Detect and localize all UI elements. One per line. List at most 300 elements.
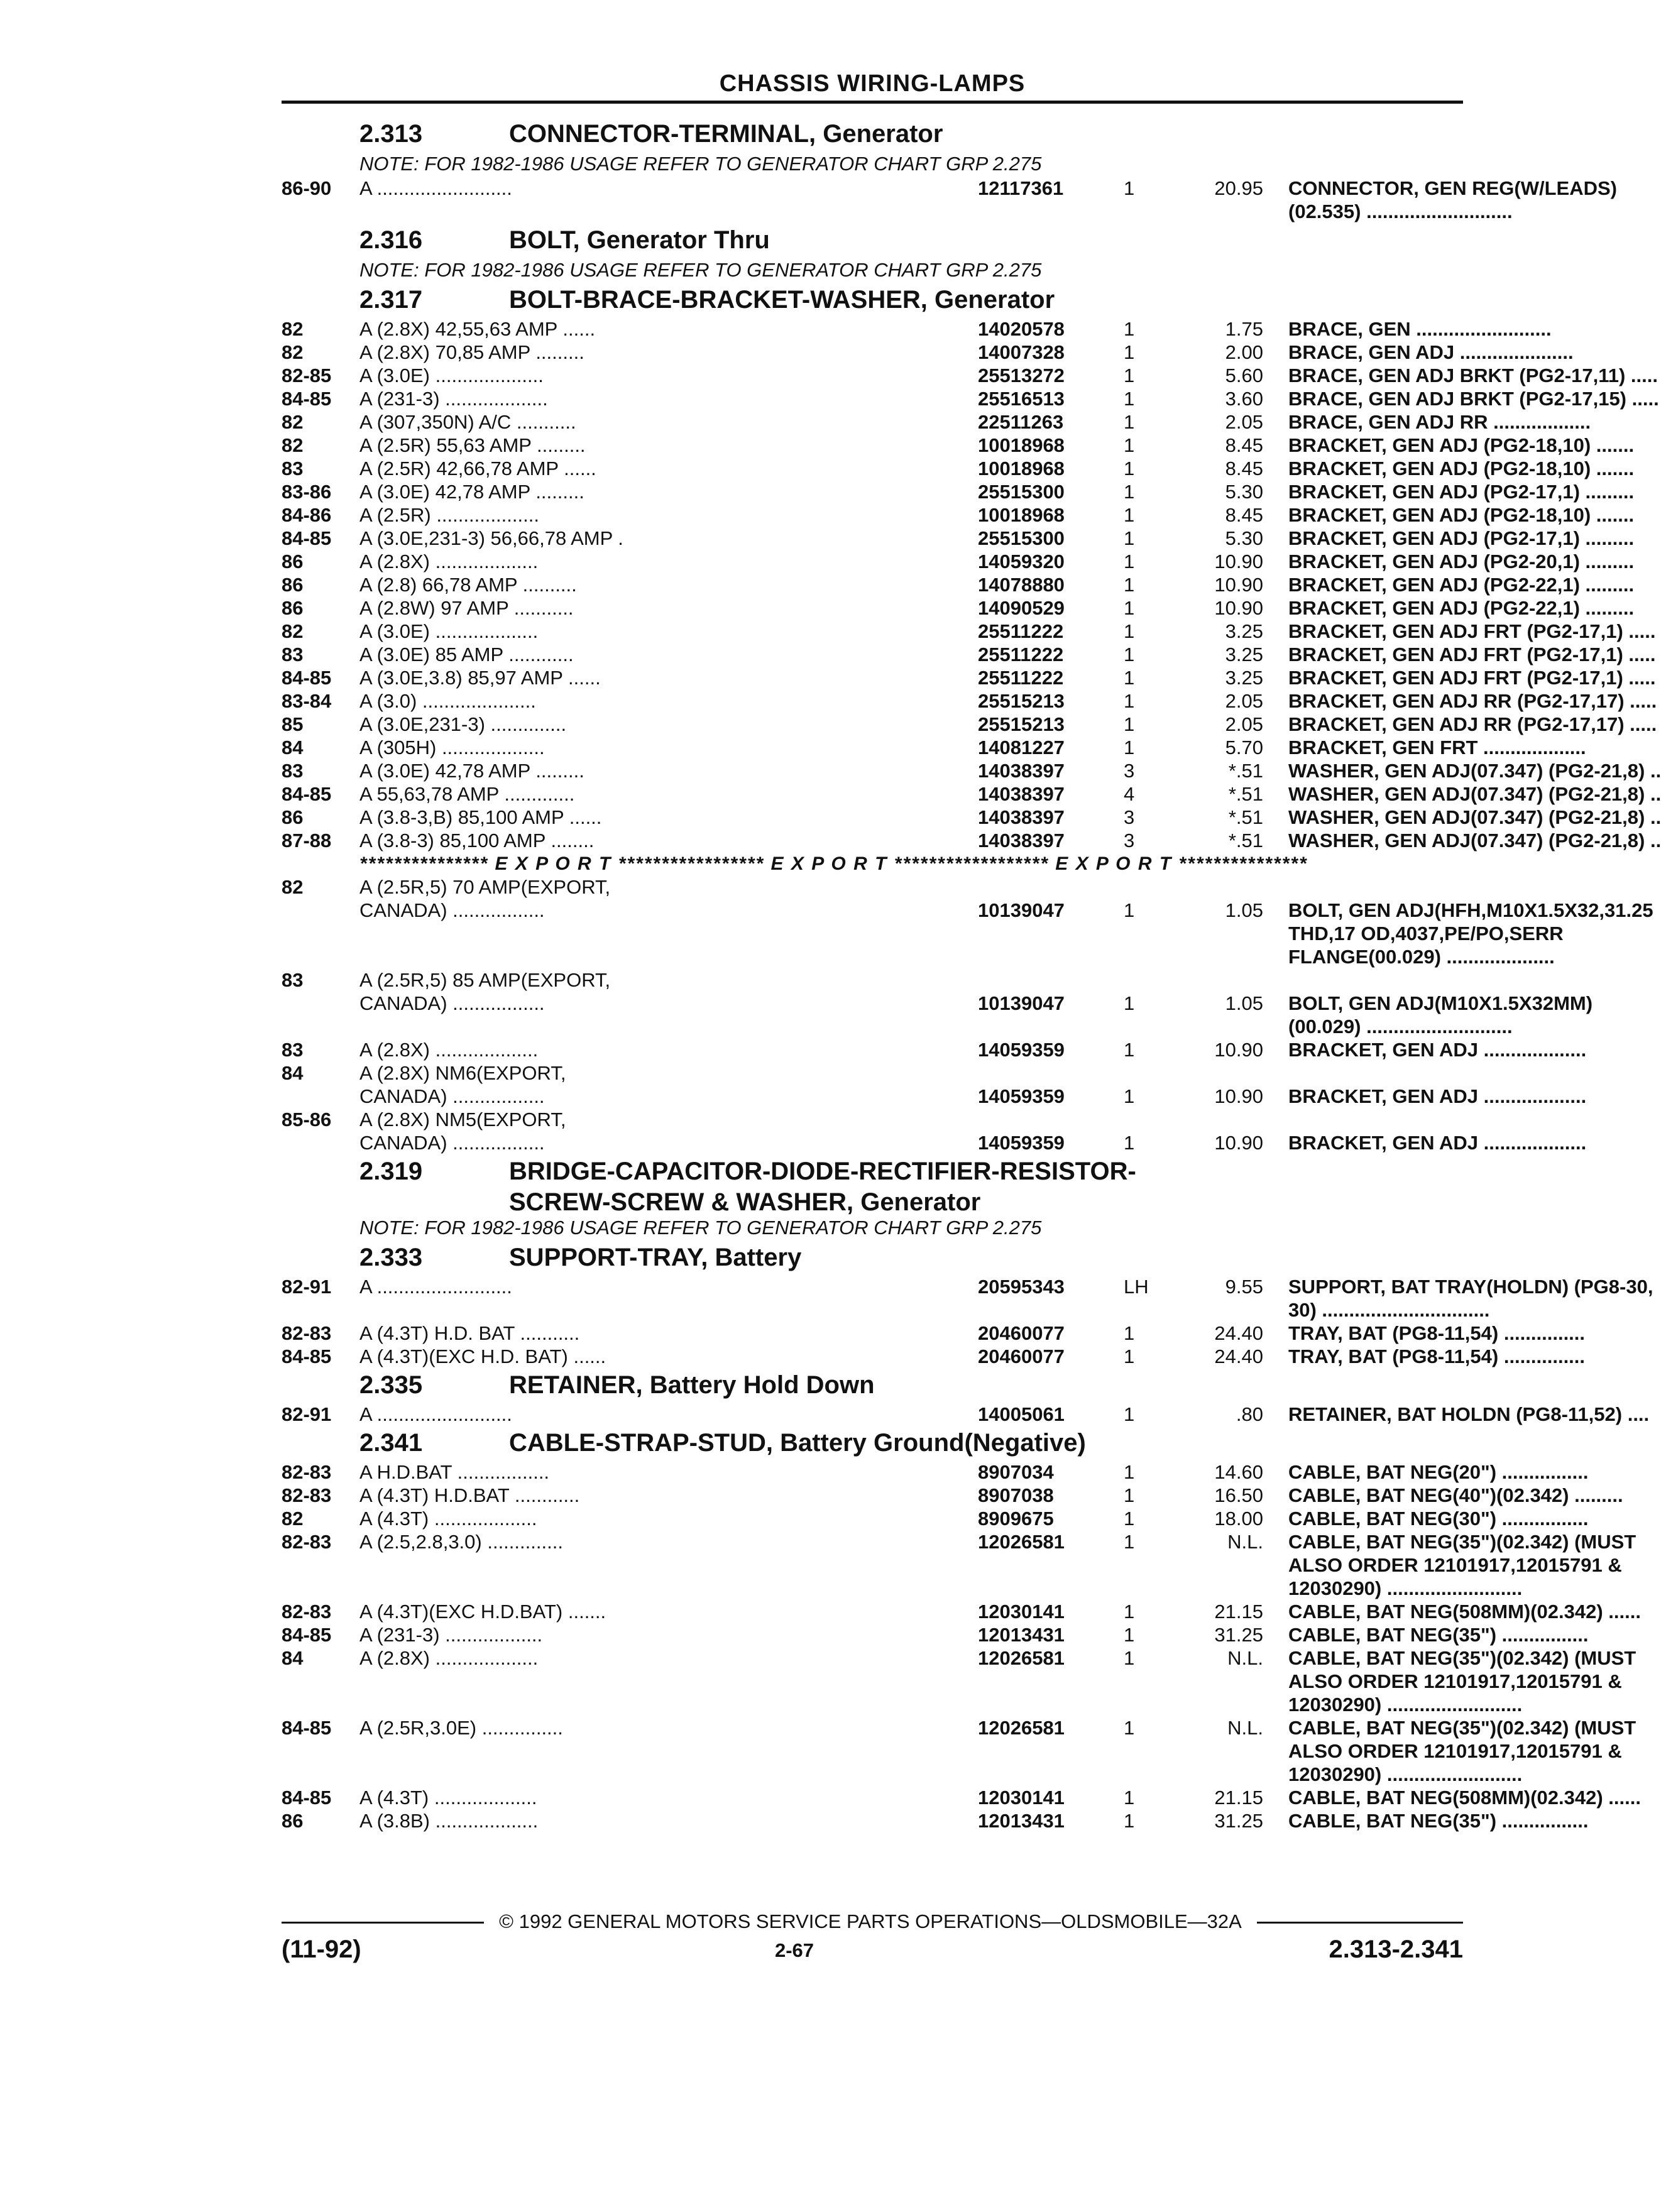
part-number: 14038397 [978,760,1065,782]
footer-section-range: 2.313-2.341 [1329,1936,1463,1963]
model-years: 86 [282,806,304,828]
model-years: 82 [282,876,304,898]
part-number: 10018968 [978,504,1065,526]
quantity: 1 [1124,177,1135,199]
model-years: 82 [282,1508,304,1530]
model-years: 84-85 [282,1717,332,1739]
part-row [282,968,1463,992]
section-heading [282,1368,1463,1403]
part-description: CABLE, BAT NEG(35") ................ [1288,1810,1589,1832]
price: 8.45 [1225,504,1263,526]
part-number: 22511263 [978,411,1064,433]
quantity: 1 [1124,1322,1135,1344]
part-description: BRACKET, GEN ADJ FRT (PG2-17,1) ..... [1288,643,1656,665]
part-number: 10018968 [978,434,1065,456]
quantity: 1 [1124,597,1135,619]
quantity: 1 [1124,736,1135,758]
quantity: 1 [1124,1039,1135,1061]
price: 10.90 [1214,1085,1263,1107]
part-number: 12117361 [978,177,1064,199]
part-description: BOLT, GEN ADJ(HFH,M10X1.5X32,31.25 [1288,899,1653,921]
quantity: 3 [1124,830,1135,851]
part-row [282,875,1463,899]
part-description: ALSO ORDER 12101917,12015791 & [1288,1554,1622,1576]
part-row [282,806,1661,829]
part-row [282,899,1653,922]
section-title: BRIDGE-CAPACITOR-DIODE-RECTIFIER-RESISTOR- [509,1158,1136,1185]
model-years: 84-85 [282,1345,332,1367]
quantity: 1 [1124,504,1135,526]
price: 21.15 [1214,1787,1263,1809]
application-description: A (4.3T)(EXC H.D.BAT) ....... [359,1601,606,1623]
price: 5.70 [1225,736,1263,758]
quantity: 1 [1124,1484,1135,1506]
part-description: BOLT, GEN ADJ(M10X1.5X32MM) [1288,992,1593,1014]
price: *.51 [1228,760,1263,782]
section-title: BOLT-BRACE-BRACKET-WASHER, Generator [509,286,1055,314]
part-row [282,689,1657,713]
application-description: A (4.3T)(EXC H.D. BAT) ...... [359,1345,606,1367]
footer-rule-right [1257,1922,1463,1924]
part-row [282,782,1661,806]
part-row [282,527,1635,550]
section-heading [282,1189,1463,1215]
footer-rule-left [282,1922,484,1924]
price: 2.05 [1225,411,1263,433]
application-description: A ......................... [359,1403,512,1425]
usage-note [282,1215,1463,1240]
quantity: 1 [1124,690,1135,712]
part-row [282,1553,1622,1577]
application-description: A (2.8X) 42,55,63 AMP ...... [359,318,596,340]
part-number: 25515213 [978,713,1065,735]
part-row [282,1322,1586,1345]
part-description: BRACE, GEN ADJ BRKT (PG2-17,11) ..... [1288,364,1658,386]
part-description: BRACKET, GEN ADJ ................... [1288,1085,1587,1107]
quantity: 1 [1124,481,1135,503]
part-number: 20460077 [978,1322,1065,1344]
quantity: 1 [1124,1508,1135,1530]
note-text: NOTE: FOR 1982-1986 USAGE REFER TO GENERATOR CHART GRP 2.275 [359,259,1042,281]
application-description: A (2.5R) 55,63 AMP ......... [359,434,586,456]
part-description: ALSO ORDER 12101917,12015791 & [1288,1670,1622,1692]
section-heading [282,283,1463,317]
part-row [282,1623,1589,1646]
price: 1.05 [1225,899,1263,921]
part-row [282,200,1513,223]
application-description: A (4.3T) ................... [359,1787,537,1809]
part-row [282,1108,1463,1131]
part-description: CONNECTOR, GEN REG(W/LEADS) [1288,177,1617,199]
note-text: NOTE: FOR 1982-1986 USAGE REFER TO GENERATOR CHART GRP 2.275 [359,153,1042,175]
part-row [282,341,1574,364]
price: 31.25 [1214,1810,1263,1832]
quantity: 1 [1124,1717,1135,1739]
section-heading [282,117,1463,151]
part-description: 30) ............................... [1288,1299,1490,1321]
part-description: TRAY, BAT (PG8-11,54) ............... [1288,1322,1586,1344]
part-row [282,1693,1523,1716]
application-description: A (2.5,2.8,3.0) .............. [359,1531,563,1553]
model-years: 82-91 [282,1403,332,1425]
part-number: 14038397 [978,830,1065,851]
part-description: BRACKET, GEN ADJ (PG2-22,1) ......... [1288,574,1635,596]
quantity: 1 [1124,1345,1135,1367]
quantity: 1 [1124,318,1135,340]
part-row [282,550,1635,573]
part-description: BRACE, GEN ......................... [1288,318,1552,340]
part-row [282,620,1656,643]
application-description: A (3.0E,3.8) 85,97 AMP ...... [359,667,601,689]
price: N.L. [1227,1647,1263,1669]
page-header-title: CHASSIS WIRING-LAMPS [719,70,1026,97]
price: N.L. [1227,1531,1263,1553]
section-title: CONNECTOR-TERMINAL, Generator [509,120,943,148]
price: 1.05 [1225,992,1263,1014]
model-years: 83 [282,643,304,665]
quantity: 1 [1124,1810,1135,1832]
price: 3.25 [1225,620,1263,642]
note-text: NOTE: FOR 1982-1986 USAGE REFER TO GENERATOR CHART GRP 2.275 [359,1217,1042,1239]
application-description: A (2.8X) ................... [359,1039,539,1061]
part-row [282,1015,1513,1038]
section-title: SCREW-SCREW & WASHER, Generator [509,1188,981,1216]
application-description: CANADA) ................. [359,899,545,921]
application-description: A (305H) ................... [359,736,545,758]
price: 3.25 [1225,643,1263,665]
price: 1.75 [1225,318,1263,340]
model-years: 86 [282,1810,304,1832]
application-description: A 55,63,78 AMP ............. [359,783,575,805]
application-description: A (2.5R) ................... [359,504,539,526]
part-number: 20595343 [978,1276,1065,1298]
price: 5.60 [1225,364,1263,386]
model-years: 82 [282,318,304,340]
quantity: 1 [1124,667,1135,689]
application-description: A (3.0E) 42,78 AMP ......... [359,760,584,782]
quantity: 1 [1124,457,1135,479]
part-row [282,1600,1641,1623]
part-number: 14059359 [978,1085,1065,1107]
part-number: 12026581 [978,1717,1065,1739]
model-years: 82-83 [282,1601,332,1623]
part-number: 14007328 [978,341,1065,363]
part-description: BRACKET, GEN ADJ (PG2-22,1) ......... [1288,597,1635,619]
part-row [282,1484,1623,1507]
model-years: 83-84 [282,690,332,712]
part-row [282,1786,1641,1809]
application-description: A (2.5R,3.0E) ............... [359,1717,563,1739]
part-number: 25515300 [978,481,1065,503]
quantity: 1 [1124,713,1135,735]
part-number: 12013431 [978,1810,1065,1832]
quantity: 3 [1124,760,1135,782]
application-description: A (2.8X) NM5(EXPORT, [359,1109,566,1131]
part-row [282,1763,1523,1786]
quantity: 1 [1124,992,1135,1014]
price: 10.90 [1214,550,1263,572]
model-years: 84 [282,1062,304,1084]
quantity: 1 [1124,1461,1135,1483]
model-years: 84-85 [282,388,332,410]
part-row [282,829,1661,852]
quantity: 1 [1124,1787,1135,1809]
model-years: 83 [282,1039,304,1061]
section-number: 2.317 [359,286,423,314]
part-row [282,317,1552,341]
part-description: ALSO ORDER 12101917,12015791 & [1288,1740,1622,1762]
part-row [282,177,1617,200]
part-number: 12026581 [978,1531,1065,1553]
part-description: 12030290) ......................... [1288,1694,1523,1716]
part-description: WASHER, GEN ADJ(07.347) (PG2-21,8) .. [1288,760,1661,782]
quantity: 1 [1124,364,1135,386]
part-number: 14020578 [978,318,1065,340]
part-description: 12030290) ......................... [1288,1763,1523,1785]
quantity: 1 [1124,1531,1135,1553]
price: 16.50 [1214,1484,1263,1506]
section-title: RETAINER, Battery Hold Down [509,1371,875,1399]
usage-note [282,151,1463,177]
part-row [282,410,1591,434]
application-description: A (231-3) .................. [359,1624,543,1646]
quantity: 1 [1124,1601,1135,1623]
quantity: 1 [1124,434,1135,456]
quantity: 1 [1124,550,1135,572]
part-description: BRACKET, GEN ADJ (PG2-17,1) ......... [1288,527,1635,549]
price: 24.40 [1214,1322,1263,1344]
part-row [282,480,1635,503]
model-years: 82 [282,341,304,363]
price: 14.60 [1214,1461,1263,1483]
usage-note [282,258,1463,283]
model-years: 83-86 [282,481,332,503]
part-number: 12030141 [978,1601,1065,1623]
part-row [282,922,1564,945]
quantity: 1 [1124,620,1135,642]
price: 3.60 [1225,388,1263,410]
part-row [282,596,1635,620]
model-years: 84-85 [282,1624,332,1646]
application-description: A (3.0E) 42,78 AMP ......... [359,481,584,503]
price: N.L. [1227,1717,1263,1739]
part-description: TRAY, BAT (PG8-11,54) ............... [1288,1345,1586,1367]
export-divider [282,852,1463,875]
part-row [282,1061,1463,1085]
part-description: BRACE, GEN ADJ BRKT (PG2-17,15) ..... [1288,388,1659,410]
part-number: 25515300 [978,527,1065,549]
part-description: BRACKET, GEN ADJ (PG2-18,10) ....... [1288,434,1635,456]
price: 10.90 [1214,1039,1263,1061]
price: 10.90 [1214,1132,1263,1154]
part-row [282,1460,1589,1484]
application-description: A (4.3T) H.D.BAT ............ [359,1484,580,1506]
application-description: A (3.0E,231-3) 56,66,78 AMP . [359,527,623,549]
part-number: 14038397 [978,783,1065,805]
footer-date: (11-92) [282,1936,361,1963]
part-description: BRACKET, GEN ADJ RR (PG2-17,17) ..... [1288,690,1657,712]
part-description: BRACKET, GEN ADJ ................... [1288,1039,1587,1061]
part-description: BRACKET, GEN ADJ (PG2-17,1) ......... [1288,481,1635,503]
section-title: CABLE-STRAP-STUD, Battery Ground(Negative) [509,1429,1086,1457]
part-description: BRACKET, GEN ADJ (PG2-18,10) ....... [1288,504,1635,526]
part-description: CABLE, BAT NEG(35")(02.342) (MUST [1288,1531,1636,1553]
quantity: 1 [1124,643,1135,665]
price: 2.05 [1225,690,1263,712]
part-number: 8907034 [978,1461,1054,1483]
section-title: SUPPORT-TRAY, Battery [509,1244,802,1271]
section-number: 2.316 [359,226,423,254]
part-number: 10018968 [978,457,1065,479]
quantity: 1 [1124,1403,1135,1425]
application-description: A (2.8) 66,78 AMP .......... [359,574,577,596]
price: 31.25 [1214,1624,1263,1646]
application-description: A (307,350N) A/C ........... [359,411,576,433]
model-years: 87-88 [282,830,332,851]
quantity: 1 [1124,341,1135,363]
price: 20.95 [1214,177,1263,199]
price: .80 [1236,1403,1263,1425]
part-row [282,1085,1587,1108]
part-description: BRACKET, GEN FRT ................... [1288,736,1586,758]
part-row [282,1530,1636,1553]
price: 2.05 [1225,713,1263,735]
section-heading [282,1240,1463,1275]
part-row [282,1646,1636,1670]
model-years: 82-91 [282,1276,332,1298]
export-divider-text: *************** E X P O R T ***************** E X P O R T ****************** E X P O R T *************** [359,853,1308,874]
price: 8.45 [1225,457,1263,479]
model-years: 82-83 [282,1531,332,1553]
section-heading [282,1426,1463,1460]
model-years: 82-83 [282,1461,332,1483]
part-row [282,945,1555,968]
part-row [282,1345,1586,1368]
price: 18.00 [1214,1508,1263,1530]
part-number: 8907038 [978,1484,1054,1506]
application-description: A ......................... [359,177,512,199]
part-description: CABLE, BAT NEG(30") ................ [1288,1508,1589,1530]
part-row [282,364,1658,387]
price: 2.00 [1225,341,1263,363]
quantity: 1 [1124,1132,1135,1154]
part-row [282,713,1657,736]
part-number: 25516513 [978,388,1065,410]
part-row [282,1507,1589,1530]
quantity: 1 [1124,411,1135,433]
quantity: 3 [1124,806,1135,828]
price: 5.30 [1225,527,1263,549]
part-row [282,1577,1523,1600]
section-number: 2.319 [359,1158,423,1185]
price: *.51 [1228,783,1263,805]
part-row [282,666,1656,689]
part-number: 10139047 [978,899,1065,921]
section-heading [282,223,1463,258]
section-title: BOLT, Generator Thru [509,226,770,254]
part-description: SUPPORT, BAT TRAY(HOLDN) (PG8-30, [1288,1276,1653,1298]
application-description: CANADA) ................. [359,1085,545,1107]
quantity: 1 [1124,574,1135,596]
application-description: A (3.0) ..................... [359,690,536,712]
part-row [282,643,1656,666]
quantity: 1 [1124,1085,1135,1107]
part-description: BRACKET, GEN ADJ RR (PG2-17,17) ..... [1288,713,1657,735]
part-number: 12026581 [978,1647,1065,1669]
quantity: 1 [1124,388,1135,410]
application-description: CANADA) ................. [359,1132,545,1154]
part-description: BRACKET, GEN ADJ (PG2-20,1) ......... [1288,550,1635,572]
price: 5.30 [1225,481,1263,503]
part-number: 10139047 [978,992,1065,1014]
parts-listing [282,117,1661,1832]
part-description: FLANGE(00.029) .................... [1288,946,1555,968]
application-description: A (3.8-3) 85,100 AMP ........ [359,830,595,851]
section-number: 2.335 [359,1371,423,1399]
part-description: CABLE, BAT NEG(20") ................ [1288,1461,1589,1483]
model-years: 84-85 [282,527,332,549]
application-description: A (3.0E) .................... [359,364,544,386]
application-description: A (2.8X) NM6(EXPORT, [359,1062,566,1084]
part-row [282,457,1635,480]
part-row [282,1131,1587,1154]
part-row [282,1298,1490,1322]
part-number: 14081227 [978,736,1065,758]
model-years: 86-90 [282,177,332,199]
part-description: CABLE, BAT NEG(508MM)(02.342) ...... [1288,1787,1641,1809]
part-row [282,1670,1622,1693]
model-years: 84-86 [282,504,332,526]
part-row [282,1716,1636,1739]
model-years: 83 [282,760,304,782]
application-description: A (3.8-3,B) 85,100 AMP ...... [359,806,602,828]
quantity: 1 [1124,899,1135,921]
part-number: 14059359 [978,1039,1065,1061]
quantity: 1 [1124,527,1135,549]
part-row [282,1809,1589,1832]
price: *.51 [1228,830,1263,851]
footer-page-number: 2-67 [774,1939,814,1961]
application-description: A (3.0E) ................... [359,620,539,642]
model-years: 82-83 [282,1322,332,1344]
part-number: 14059359 [978,1132,1065,1154]
part-description: RETAINER, BAT HOLDN (PG8-11,52) .... [1288,1403,1650,1425]
model-years: 82 [282,411,304,433]
part-number: 25511222 [978,620,1064,642]
part-description: BRACKET, GEN ADJ FRT (PG2-17,1) ..... [1288,667,1656,689]
application-description: A (2.5R,5) 85 AMP(EXPORT, [359,969,611,991]
part-row [282,992,1593,1015]
model-years: 82-85 [282,364,332,386]
part-description: THD,17 OD,4037,PE/PO,SERR [1288,923,1564,944]
price: 10.90 [1214,597,1263,619]
part-description: (00.029) ........................... [1288,1016,1513,1038]
part-row [282,1275,1653,1298]
part-description: WASHER, GEN ADJ(07.347) (PG2-21,8) .. [1288,783,1661,805]
section-heading [282,1154,1463,1189]
price: 8.45 [1225,434,1263,456]
part-number: 20460077 [978,1345,1065,1367]
part-description: CABLE, BAT NEG(40")(02.342) ......... [1288,1484,1623,1506]
footer-copyright: © 1992 GENERAL MOTORS SERVICE PARTS OPERATIONS—OLDSMOBILE—32A [499,1910,1242,1932]
part-number: 14078880 [978,574,1065,596]
part-description: (02.535) ........................... [1288,200,1513,222]
part-description: BRACE, GEN ADJ RR .................. [1288,411,1591,433]
price: *.51 [1228,806,1263,828]
price: 9.55 [1225,1276,1263,1298]
part-description: CABLE, BAT NEG(35")(02.342) (MUST [1288,1717,1636,1739]
part-description: CABLE, BAT NEG(35") ................ [1288,1624,1589,1646]
